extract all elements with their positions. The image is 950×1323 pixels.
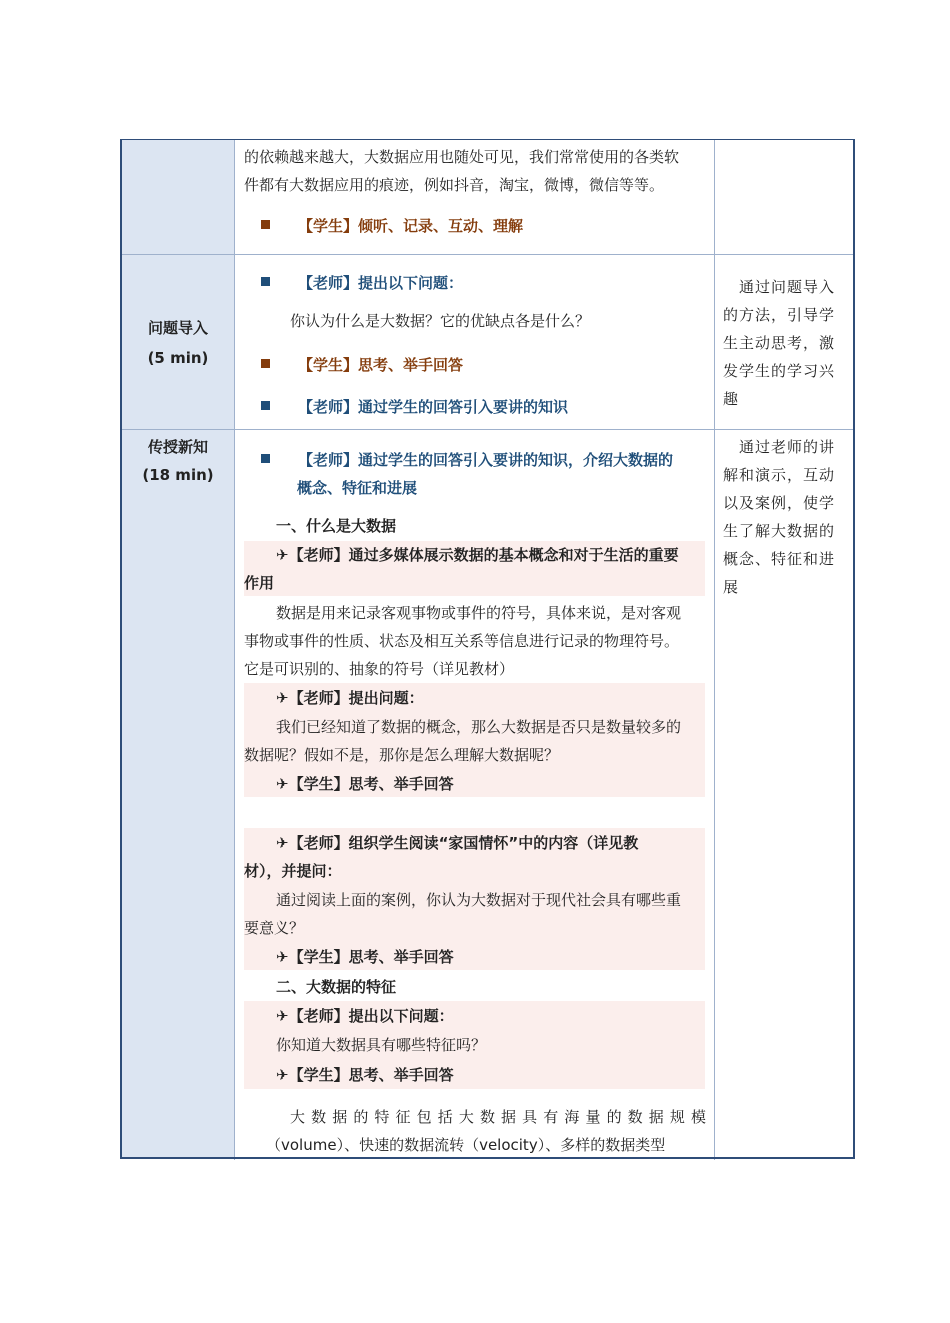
teacher-activity-label: 【老师】通过学生的回答引入要讲的知识，介绍大数据的 [298, 451, 674, 469]
teacher-activity-label: 【老师】提出以下问题： [298, 274, 464, 292]
step-line: ✈【老师】组织学生阅读“家国情怀”中的内容（详见教 [276, 834, 639, 852]
teacher-step [244, 829, 709, 885]
purpose-line: 概念、特征和进 [723, 550, 836, 568]
stage-cell [122, 433, 234, 489]
teacher-activity [261, 446, 673, 474]
paragraph [244, 1103, 706, 1159]
paragraph-line: （volume）、快速的数据流转（velocity）、多样的数据类型 [266, 1136, 666, 1154]
student-activity [261, 351, 463, 379]
student-step: ✈【学生】思考、举手回答 [276, 1066, 454, 1084]
paragraph-line: 大数据的特征包括大数据具有海量的数据规模 [290, 1108, 706, 1126]
purpose-cell [723, 433, 847, 601]
stage-title: 问题导入 [147, 319, 208, 337]
paragraph [244, 599, 709, 683]
stage-cell [122, 314, 234, 372]
student-step: ✈【学生】思考、举手回答 [276, 775, 454, 793]
student-activity-label: 【学生】倾听、记录、互动、理解 [298, 217, 524, 235]
question-text: 你认为什么是大数据？它的优缺点各是什么？ [290, 312, 591, 330]
purpose-line: 的方法，引导学 [723, 306, 836, 324]
square-bullet-icon [261, 359, 270, 368]
teacher-activity-label: 【老师】通过学生的回答引入要讲的知识 [298, 398, 569, 416]
student-step: ✈【学生】思考、举手回答 [276, 948, 454, 966]
question-text [244, 713, 709, 769]
question-line: 通过阅读上面的案例，你认为大数据对于现代社会具有哪些重 [276, 891, 682, 909]
stage-duration: (18 min) [142, 466, 214, 484]
square-bullet-icon [261, 454, 270, 463]
section-heading: 一、什么是大数据 [276, 517, 397, 535]
step-line: 材），并提问： [244, 862, 342, 880]
paragraph-line: 它是可识别的、抽象的符号（详见教材） [244, 660, 515, 678]
square-bullet-icon [261, 401, 270, 410]
step-line: 作用 [244, 574, 275, 592]
teacher-activity [261, 393, 568, 421]
teacher-step: ✈【老师】提出以下问题： [276, 1007, 454, 1025]
student-activity-label: 【学生】思考、举手回答 [298, 356, 464, 374]
purpose-line: 发学生的学习兴 [723, 362, 836, 380]
step-line: ✈【老师】通过多媒体展示数据的基本概念和对于生活的重要 [276, 546, 679, 564]
square-bullet-icon [261, 277, 270, 286]
teacher-activity [261, 269, 463, 297]
question-line: 我们已经知道了数据的概念，那么大数据是否只是数量较多的 [276, 718, 682, 736]
purpose-line: 以及案例，使学 [723, 494, 836, 512]
stage-duration: (5 min) [147, 349, 209, 367]
purpose-line: 解和演示，互动 [723, 466, 836, 484]
row1-text [244, 143, 709, 199]
text-line: 的依赖越来越大，大数据应用也随处可见，我们常常使用的各类软 [244, 148, 680, 166]
purpose-line: 生了解大数据的 [723, 522, 836, 540]
purpose-line: 通过问题导入 [739, 278, 836, 296]
purpose-line: 通过老师的讲 [739, 438, 836, 456]
purpose-cell [723, 273, 847, 413]
stage-title: 传授新知 [147, 438, 208, 456]
section-heading: 二、大数据的特征 [276, 978, 397, 996]
question-line: 数据呢？假如不是，那你是怎么理解大数据呢？ [244, 746, 560, 764]
text-line: 件都有大数据应用的痕迹，例如抖音，淘宝，微博，微信等等。 [244, 176, 665, 194]
purpose-line: 趣 [723, 390, 740, 408]
question-text: 你知道大数据具有哪些特征吗？ [276, 1036, 487, 1054]
purpose-line: 生主动思考，激 [723, 334, 836, 352]
square-bullet-icon [261, 220, 270, 229]
purpose-line: 展 [723, 578, 740, 596]
question-line: 要意义？ [244, 919, 305, 937]
teacher-step [244, 541, 709, 597]
student-activity [261, 212, 523, 240]
paragraph-line: 事物或事件的性质、状态及相互关系等信息进行记录的物理符号。 [244, 632, 680, 650]
teacher-step: ✈【老师】提出问题： [276, 689, 424, 707]
paragraph-line: 数据是用来记录客观事物或事件的符号，具体来说，是对客观 [276, 604, 682, 622]
teacher-activity-cont: 概念、特征和进展 [297, 479, 418, 497]
question-text [244, 886, 709, 942]
